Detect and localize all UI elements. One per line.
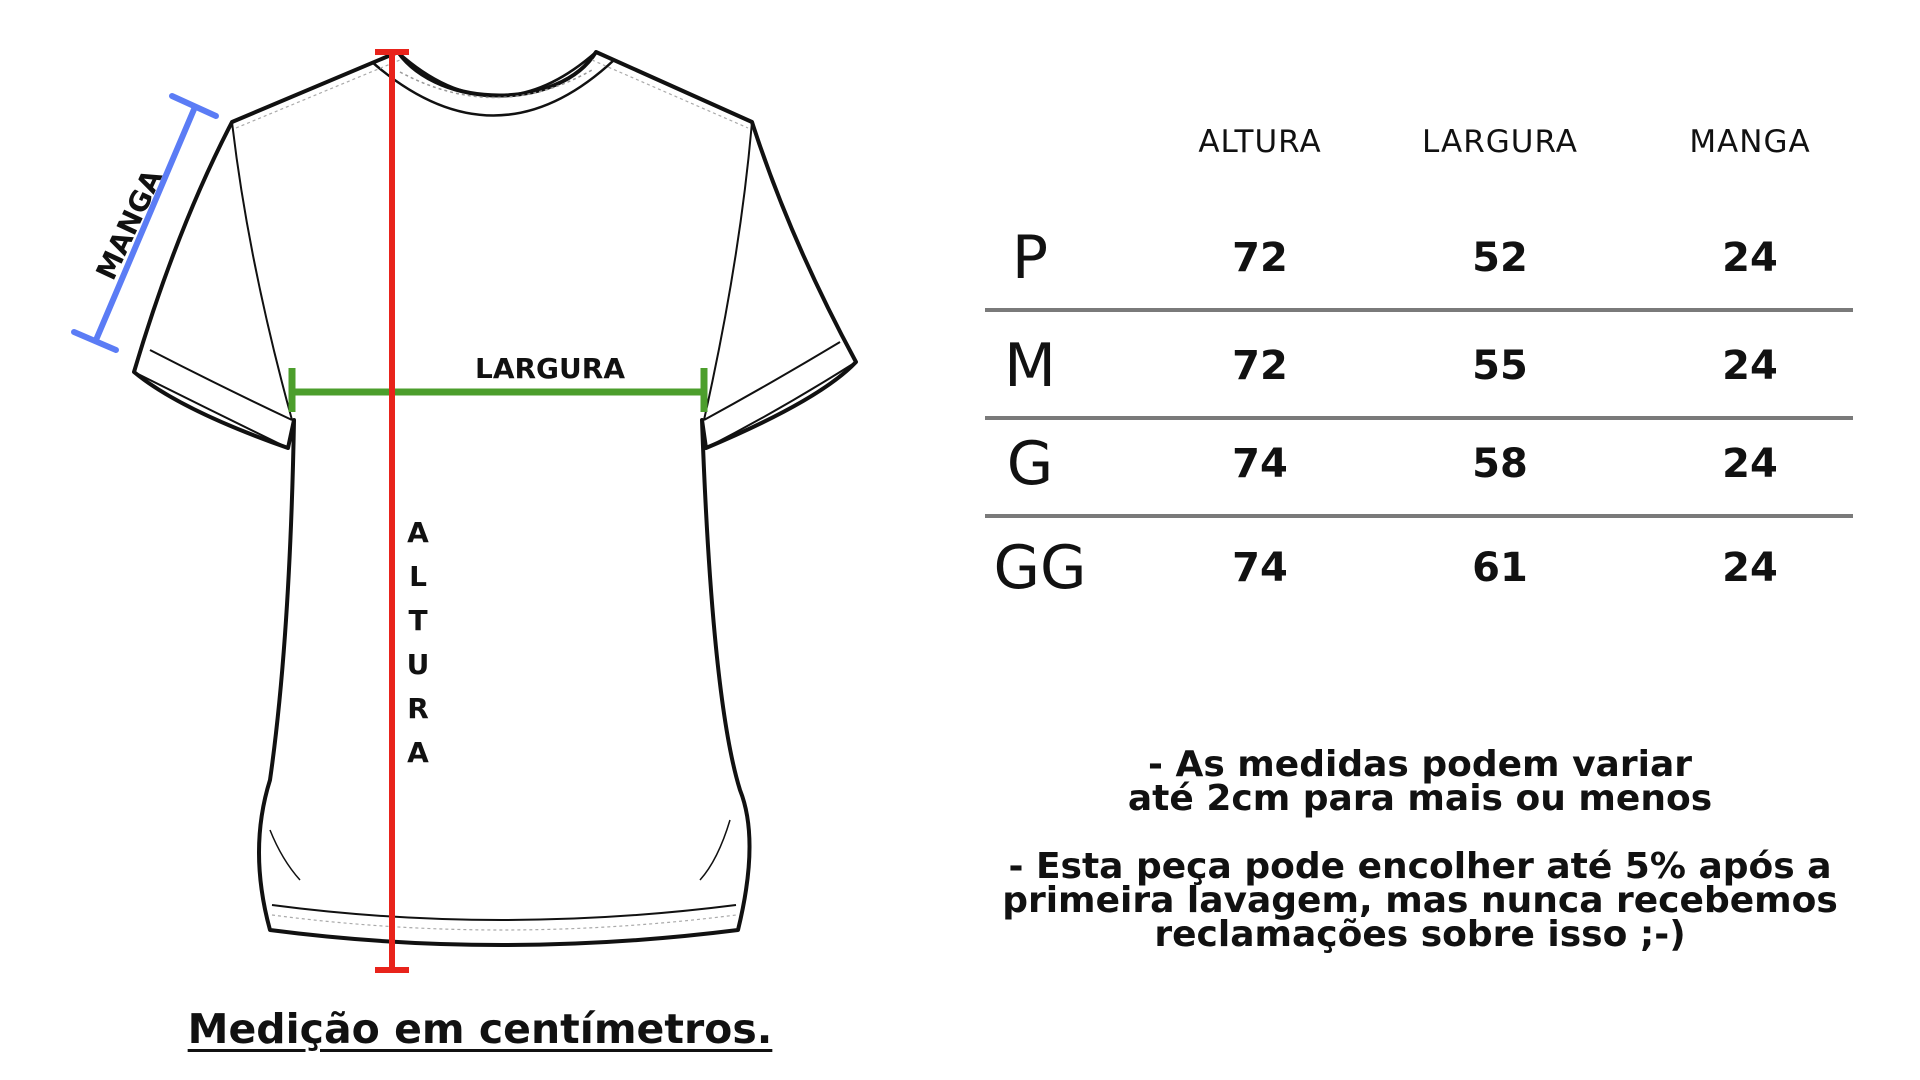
column-header-largura: LARGURA [1422, 124, 1578, 160]
column-header-altura: ALTURA [1198, 124, 1322, 160]
note-shrinkage: - Esta peça pode encolher até 5% após a primeira lavagem, mas nunca recebemos reclamações sobre isso ;-) [1002, 846, 1838, 955]
measurement-caption: Medição em centímetros. [187, 1005, 773, 1053]
largura-value: 58 [1472, 441, 1528, 487]
altura-value: 74 [1232, 545, 1288, 591]
table-row [975, 210, 1855, 306]
svg-text:U: U [406, 648, 430, 681]
altura-value: 72 [1232, 235, 1288, 281]
size-label: P [1011, 223, 1049, 293]
svg-text:L: L [409, 560, 427, 593]
tshirt-outline [134, 52, 856, 945]
altura-value: 72 [1232, 343, 1288, 389]
row-divider [985, 514, 1853, 518]
table-row [975, 416, 1855, 512]
largura-value: 52 [1472, 235, 1528, 281]
table-row [975, 318, 1855, 414]
tshirt-diagram [0, 0, 880, 1000]
manga-value: 24 [1722, 235, 1778, 281]
svg-text:R: R [407, 692, 429, 725]
manga-value: 24 [1722, 343, 1778, 389]
sleeve-measure-label: MANGA [89, 164, 170, 285]
size-label: GG [993, 533, 1087, 603]
size-label: M [1004, 331, 1056, 401]
width-measure-label: LARGURA [474, 352, 626, 385]
note-measurement-variance: - As medidas podem variar até 2cm para mais ou menos [1127, 744, 1713, 819]
svg-text:A: A [407, 516, 429, 549]
table-row [975, 520, 1855, 616]
svg-text:T: T [408, 604, 428, 637]
row-divider [985, 308, 1853, 312]
size-table [975, 100, 1855, 640]
largura-value: 55 [1472, 343, 1528, 389]
manga-value: 24 [1722, 441, 1778, 487]
manga-value: 24 [1722, 545, 1778, 591]
largura-value: 61 [1472, 545, 1528, 591]
altura-value: 74 [1232, 441, 1288, 487]
svg-text:A: A [407, 736, 429, 769]
size-label: G [1006, 429, 1054, 499]
column-header-manga: MANGA [1689, 124, 1811, 160]
